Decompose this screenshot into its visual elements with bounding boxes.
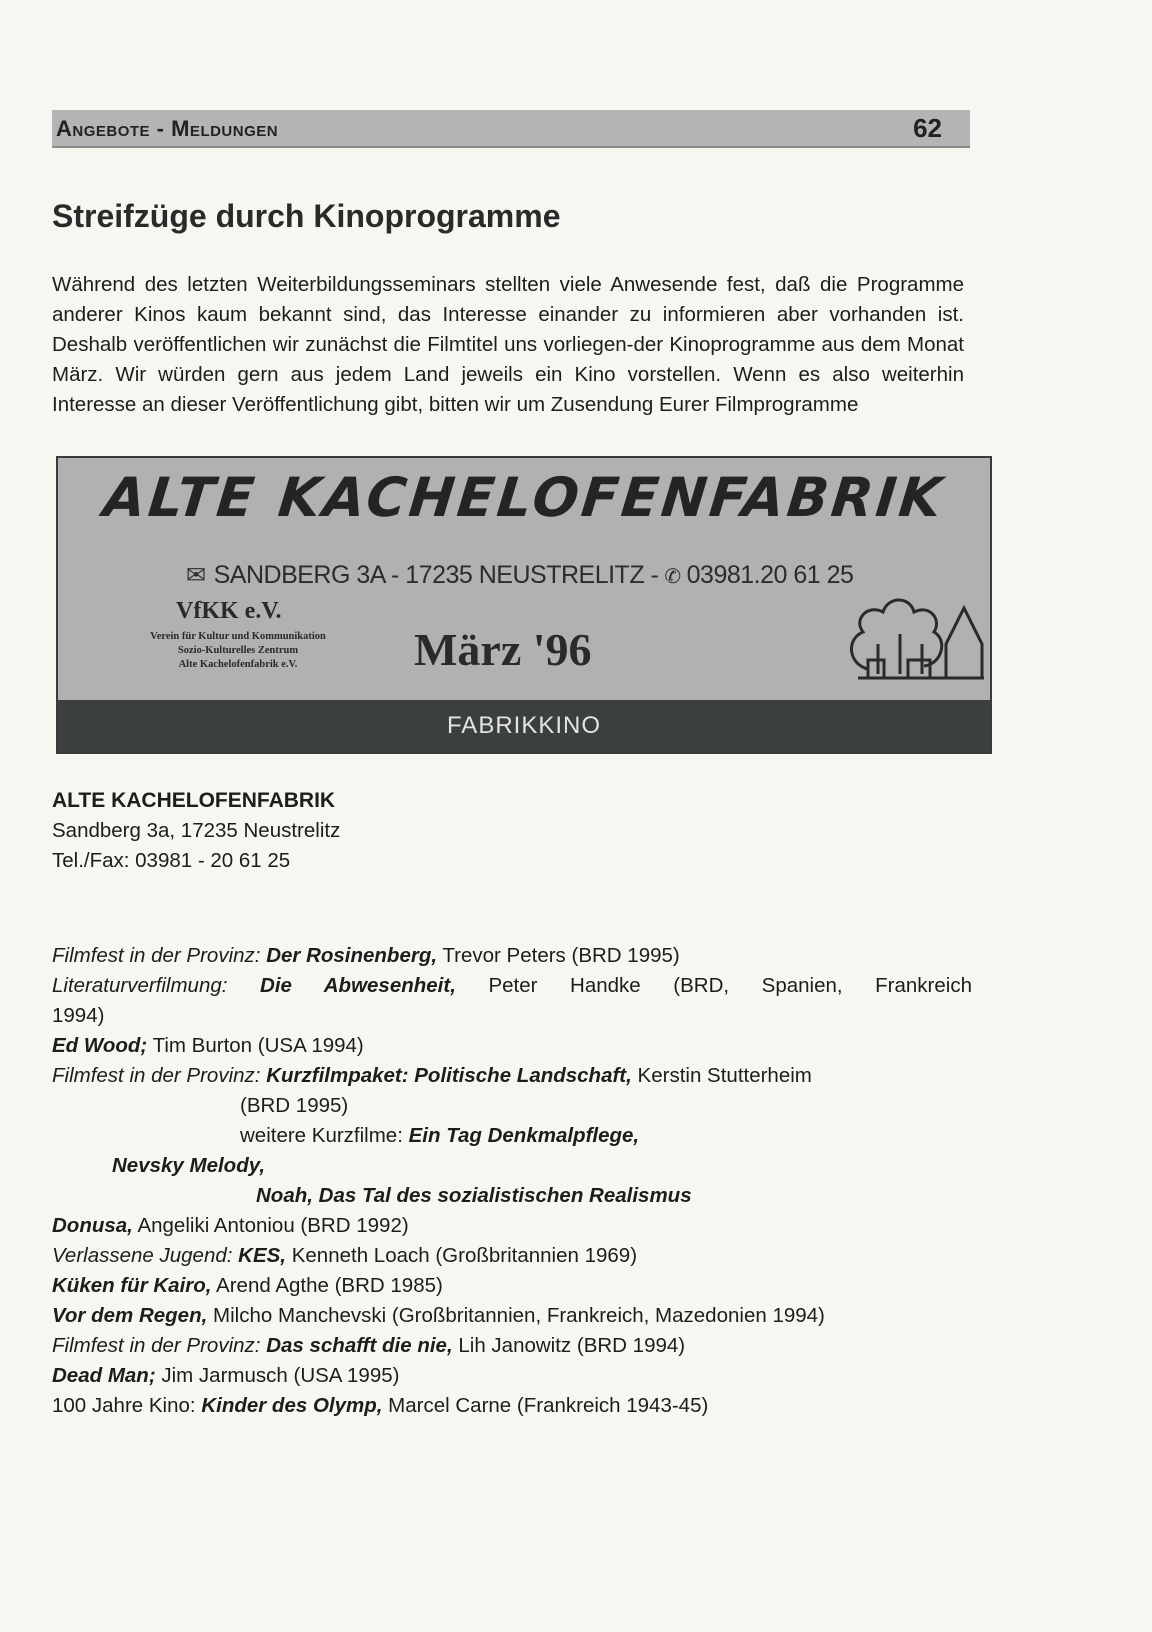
film-category: Literaturverfilmung: <box>52 974 228 997</box>
banner-address <box>186 561 853 590</box>
phone-icon: ✆ <box>664 566 681 588</box>
short-film-title: Ein Tag Denkmalpflege, <box>408 1124 640 1147</box>
film-credits: Jim Jarmusch (USA 1995) <box>161 1364 400 1387</box>
film-title: Kurzfilmpaket: Politische Landschaft, <box>266 1064 632 1087</box>
banner-org-line: Verein für Kultur und Kommunikation <box>150 631 326 642</box>
article-intro: Während des letzten Weiterbildungsseminars stellten viele Anwesende fest, daß die Programme anderer Kinos kaum bekannt sind, das Interesse einander zu informieren aber vorhanden ist. Deshalb veröffentlichen wir zunächst die Filmtitel uns vorliegen-der Kinoprogramme aus dem Monat März. Wir würden gern aus jedem Land jeweils ein Kino vorstellen. Wenn es also weiterhin Interesse an dieser Veröffentlichung gibt, bitten wir um Zusendung Eurer Filmprogramme <box>52 273 964 416</box>
banner-org-name: VfKK e.V. <box>176 598 282 624</box>
film-entry <box>52 941 972 971</box>
film-entry-line <box>52 971 972 1001</box>
short-films-line <box>52 1121 972 1151</box>
film-entry-line <box>52 1061 972 1091</box>
banner-org-line: Sozio-Kulturelles Zentrum <box>177 645 299 656</box>
film-entry <box>52 1241 972 1271</box>
banner-address-street: SANDBERG 3A - 17235 NEUSTRELITZ - <box>213 561 659 589</box>
film-year: (BRD 1995) <box>240 1094 349 1117</box>
banner-footer: FABRIKKINO <box>58 700 990 752</box>
film-credits: Peter Handke (BRD, Spanien, Frankreich <box>488 974 972 997</box>
film-list <box>52 941 972 1421</box>
film-title: Kinder des Olymp, <box>201 1394 383 1417</box>
film-credits: Angeliki Antoniou (BRD 1992) <box>137 1214 409 1237</box>
film-entry <box>52 1211 972 1241</box>
film-entry <box>52 1301 972 1331</box>
film-title: KES, <box>238 1244 287 1267</box>
film-credits: Arend Agthe (BRD 1985) <box>216 1274 443 1297</box>
film-title: Der Rosinenberg, <box>266 944 438 967</box>
film-category: Filmfest in der Provinz: <box>52 1334 261 1357</box>
envelope-icon: ✉ <box>186 562 206 589</box>
film-title: Das schafft die nie, <box>266 1334 453 1357</box>
film-category: 100 Jahre Kino: <box>52 1394 196 1417</box>
article-title: Streifzüge durch Kinoprogramme <box>52 198 561 234</box>
film-entry <box>52 1031 972 1061</box>
film-credits: Kenneth Loach (Großbritannien 1969) <box>291 1244 638 1267</box>
film-title: Vor dem Regen, <box>52 1304 208 1327</box>
banner-address-phone: 03981.20 61 25 <box>686 561 854 589</box>
film-credits: Lih Janowitz (BRD 1994) <box>458 1334 686 1357</box>
venue-block <box>52 786 340 876</box>
page-number: 62 <box>913 113 942 143</box>
film-credits-continued: 1994) <box>52 1004 105 1027</box>
film-credits: Kerstin Stutterheim <box>637 1064 812 1087</box>
film-credits: Tim Burton (USA 1994) <box>152 1034 364 1057</box>
section-title: Angebote - Meldungen <box>56 116 279 141</box>
film-category: Filmfest in der Provinz: <box>52 1064 261 1087</box>
film-title: Küken für Kairo, <box>52 1274 212 1297</box>
banner-month: März '96 <box>414 624 592 675</box>
film-entry <box>52 1391 972 1421</box>
film-entry <box>52 1061 972 1211</box>
banner-headline: ALTE KACHELOFENFABRIK <box>100 466 948 529</box>
film-title: Donusa, <box>52 1214 133 1237</box>
film-entry <box>52 1361 972 1391</box>
film-title: Die Abwesenheit, <box>260 974 456 997</box>
film-entry <box>52 971 972 1031</box>
short-film-title: Noah, Das Tal des sozialistischen Realismus <box>256 1184 692 1207</box>
banner-org-lines <box>110 630 366 672</box>
banner-org-line: Alte Kachelofenfabrik e.V. <box>178 659 298 670</box>
short-films-label: weitere Kurzfilme: <box>240 1124 403 1147</box>
cinema-banner-image <box>56 456 992 754</box>
film-credits: Trevor Peters (BRD 1995) <box>442 944 680 967</box>
venue-name: ALTE KACHELOFENFABRIK <box>52 789 336 812</box>
film-entry <box>52 1331 972 1361</box>
venue-address: Sandberg 3a, 17235 Neustrelitz <box>52 819 341 842</box>
film-category: Verlassene Jugend: <box>52 1244 233 1267</box>
film-category: Filmfest in der Provinz: <box>52 944 261 967</box>
film-credits: Marcel Carne (Frankreich 1943-45) <box>388 1394 709 1417</box>
trees-logo <box>838 574 988 684</box>
short-film-title: Nevsky Melody, <box>112 1154 266 1177</box>
film-entry <box>52 1271 972 1301</box>
venue-phone: Tel./Fax: 03981 - 20 61 25 <box>52 849 291 872</box>
section-header-bar <box>52 110 970 148</box>
film-title: Ed Wood; <box>52 1034 148 1057</box>
film-title: Dead Man; <box>52 1364 156 1387</box>
film-credits: Milcho Manchevski (Großbritannien, Frankreich, Mazedonien 1994) <box>213 1304 825 1327</box>
